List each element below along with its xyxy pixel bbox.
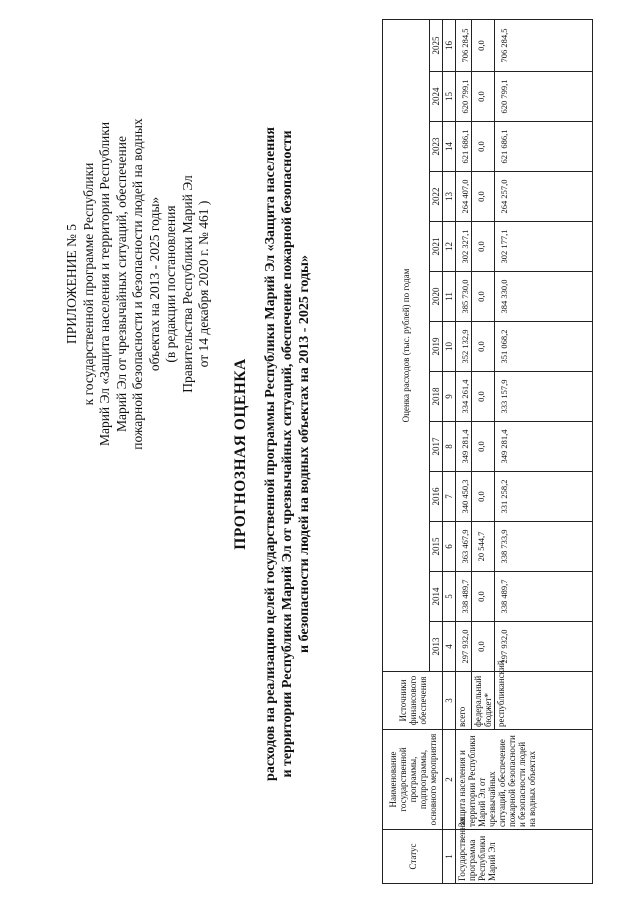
column-number: 12: [443, 222, 456, 272]
source-label: всего: [456, 672, 472, 730]
value-cell: 0,0: [472, 122, 495, 172]
value-cell: 302 327,1: [456, 222, 472, 272]
value-cell: 338 489,7: [456, 572, 472, 622]
value-cell: 264 407,0: [456, 172, 472, 222]
appendix-line: объектах на 2013 - 2025 годы»: [146, 196, 162, 372]
source-label: федеральный бюджет*: [472, 672, 495, 730]
column-number: 7: [443, 472, 456, 522]
row-program-name: Защита населения и территории Республики Марий Эл от чрезвычайных ситуаций, обеспечение пожарной безопасности и безопасности людей на водных объектах: [456, 730, 593, 830]
value-cell: 620 799,1: [456, 72, 472, 122]
value-cell: 0,0: [472, 72, 495, 122]
appendix-line: (в редакции постановления: [163, 205, 178, 363]
source-label: республиканский: [495, 672, 593, 730]
value-cell: 0,0: [472, 372, 495, 422]
value-cell: 0,0: [472, 20, 495, 72]
value-cell: 302 177,1: [495, 222, 593, 272]
year-header: 2016: [430, 472, 443, 522]
value-cell: 0,0: [472, 222, 495, 272]
value-cell: 706 284,5: [495, 20, 593, 72]
value-cell: 621 686,1: [495, 122, 593, 172]
value-cell: 333 157,9: [495, 372, 593, 422]
value-cell: 20 544,7: [472, 522, 495, 572]
name-header: Наименование государственной программы, подпрограммы, основного мероприятия: [383, 730, 443, 830]
document-title: [232, 44, 313, 864]
appendix-line: Марий Эл «Защита населения и территории Республики: [97, 121, 112, 447]
year-header: 2013: [430, 622, 443, 672]
value-cell: 349 281,4: [456, 422, 472, 472]
column-number: 16: [443, 20, 456, 72]
value-cell: 338 489,7: [495, 572, 593, 622]
value-cell: 621 686,1: [456, 122, 472, 172]
value-cell: 0,0: [472, 472, 495, 522]
value-cell: 620 799,1: [495, 72, 593, 122]
column-number: 10: [443, 322, 456, 372]
value-cell: 352 132,9: [456, 322, 472, 372]
appendix-line: Правительства Республики Марий Эл: [179, 175, 195, 393]
column-number: 8: [443, 422, 456, 472]
column-number: 1: [443, 830, 456, 884]
year-header: 2025: [430, 20, 443, 72]
title-line: и безопасности людей на водных объектах на 2013 - 2025 годы»: [297, 255, 312, 653]
value-cell: 264 257,0: [495, 172, 593, 222]
column-number: 11: [443, 272, 456, 322]
column-number: 15: [443, 72, 456, 122]
appendix-line: Марий Эл от чрезвычайных ситуаций, обеспечение: [113, 136, 129, 432]
value-cell: 0,0: [472, 422, 495, 472]
year-header: 2017: [430, 422, 443, 472]
year-header: 2014: [430, 572, 443, 622]
row-status: Государственная программа Республики Марий Эл: [456, 830, 593, 884]
table-row: [456, 20, 472, 884]
year-header: 2015: [430, 522, 443, 572]
column-number: 2: [443, 730, 456, 830]
year-header: 2023: [430, 122, 443, 172]
year-header: 2024: [430, 72, 443, 122]
year-header: 2018: [430, 372, 443, 422]
year-header: 2021: [430, 222, 443, 272]
value-cell: 331 258,2: [495, 472, 593, 522]
value-cell: 334 261,4: [456, 372, 472, 422]
value-cell: 0,0: [472, 172, 495, 222]
source-header: Источники финансового обеспечения: [383, 672, 443, 730]
year-header: 2022: [430, 172, 443, 222]
value-cell: 338 733,9: [495, 522, 593, 572]
column-number: 3: [443, 672, 456, 730]
title-line: расходов на реализацию целей государственной программы Республики Марий Эл «Защита населения: [263, 127, 278, 781]
value-cell: 384 330,0: [495, 272, 593, 322]
title-line: и территории Республики Марий Эл от чрезвычайных ситуаций, обеспечение пожарной безопасности: [280, 130, 295, 778]
value-cell: 0,0: [472, 622, 495, 672]
value-cell: 0,0: [472, 322, 495, 372]
header-row: [383, 20, 430, 884]
value-cell: 0,0: [472, 572, 495, 622]
appendix-line: ПРИЛОЖЕНИЕ № 5: [64, 223, 79, 345]
appendix-line: к государственной программе Республики: [80, 162, 96, 406]
year-header: 2020: [430, 272, 443, 322]
appendix-line: пожарной безопасности и безопасности людей на водных: [130, 118, 145, 450]
value-cell: 351 068,2: [495, 322, 593, 372]
value-cell: 0,0: [472, 272, 495, 322]
column-number: 4: [443, 622, 456, 672]
appendix-line: от 14 декабря 2020 г. № 461 ): [196, 200, 211, 368]
title-main: ПРОГНОЗНАЯ ОЦЕНКА: [232, 358, 249, 550]
column-number: 9: [443, 372, 456, 422]
status-header: Статус: [383, 830, 443, 884]
value-cell: 297 932,0: [456, 622, 472, 672]
column-number-row: [443, 20, 456, 884]
column-number: 5: [443, 572, 456, 622]
value-cell: 340 450,3: [456, 472, 472, 522]
column-number: 6: [443, 522, 456, 572]
estimate-header: Оценка расходов (тыс. рублей) по годам: [383, 20, 430, 672]
value-cell: 706 284,5: [456, 20, 472, 72]
column-number: 14: [443, 122, 456, 172]
value-cell: 297 932,0: [495, 622, 593, 672]
value-cell: 363 467,9: [456, 522, 472, 572]
column-number: 13: [443, 172, 456, 222]
value-cell: 349 281,4: [495, 422, 593, 472]
value-cell: 385 730,0: [456, 272, 472, 322]
expense-estimate-table: [382, 19, 593, 884]
appendix-header: [64, 94, 213, 474]
year-header: 2019: [430, 322, 443, 372]
